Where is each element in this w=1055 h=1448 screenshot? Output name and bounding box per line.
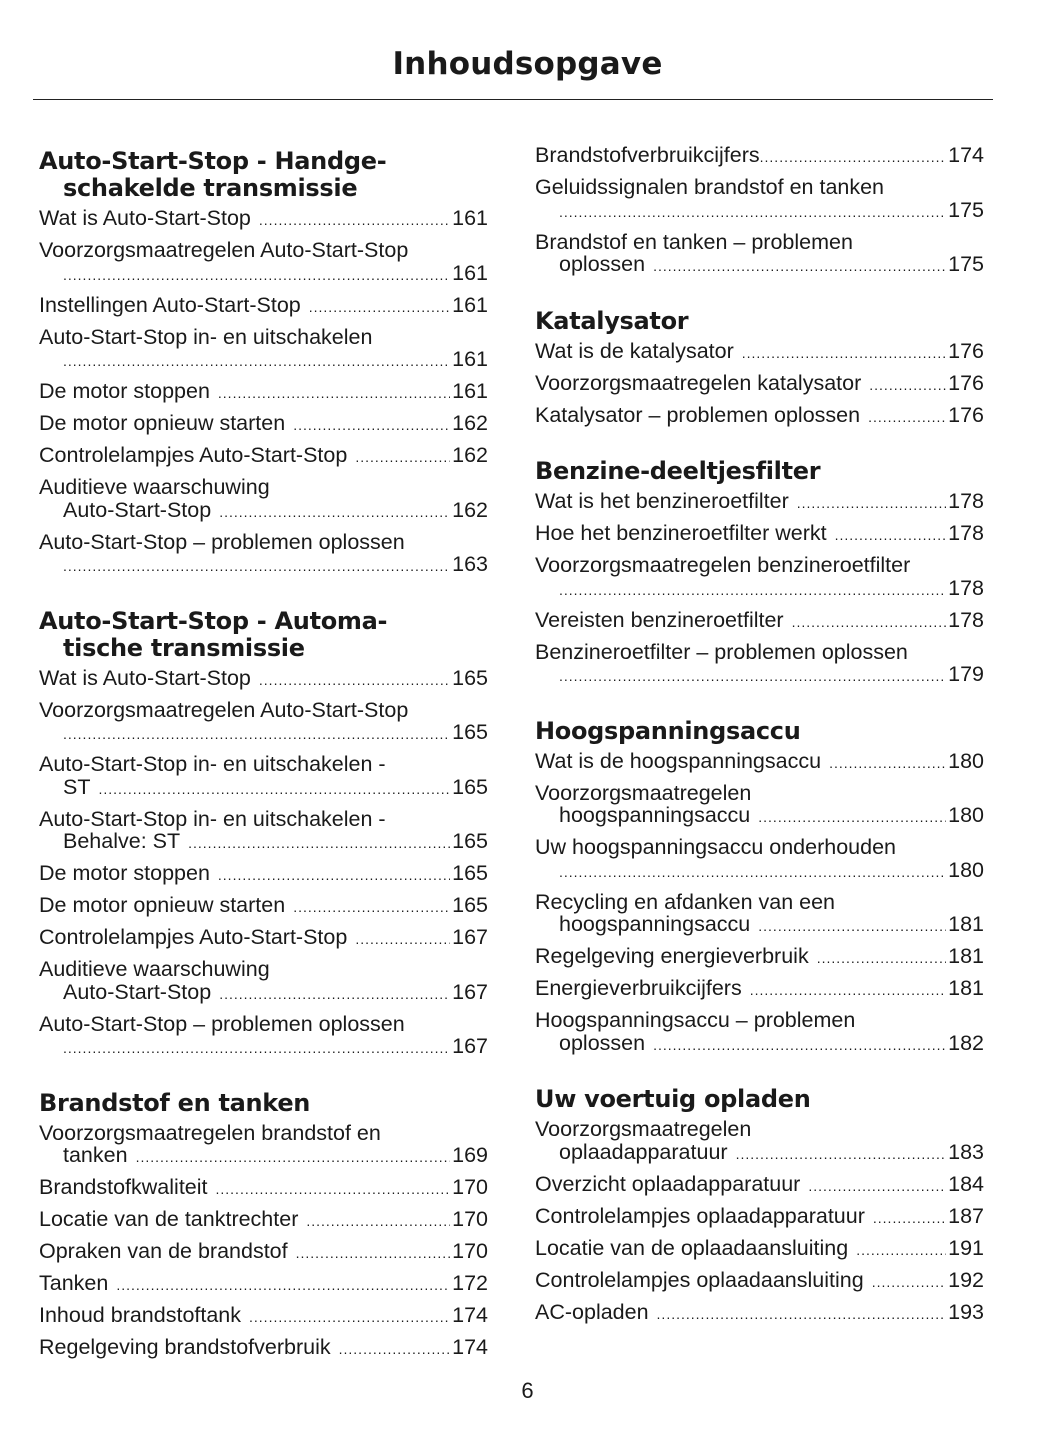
toc-entry[interactable] bbox=[535, 144, 984, 169]
toc-page-number: 178 bbox=[948, 575, 984, 600]
toc-page-number: 183 bbox=[948, 1139, 984, 1164]
toc-entry-title: De motor opnieuw starten bbox=[39, 893, 286, 917]
toc-entry-title-continued: tanken bbox=[63, 1143, 128, 1167]
toc-entry[interactable] bbox=[39, 862, 488, 887]
toc-page-number: 181 bbox=[948, 976, 984, 1000]
toc-entry[interactable] bbox=[535, 945, 984, 970]
toc-entry[interactable] bbox=[535, 1237, 984, 1262]
toc-page-number: 167 bbox=[452, 1034, 488, 1058]
toc-page-number: 187 bbox=[948, 1203, 984, 1228]
toc-entry[interactable] bbox=[39, 1176, 488, 1201]
toc-entry[interactable] bbox=[535, 1173, 984, 1198]
toc-entry[interactable] bbox=[39, 958, 488, 1005]
toc-entry-title-continued: ST bbox=[63, 774, 91, 799]
toc-entry-title: Auto-Start-Stop – problemen oplossen bbox=[39, 1011, 405, 1036]
toc-entry[interactable] bbox=[535, 1269, 984, 1294]
dot-leader bbox=[259, 209, 450, 232]
toc-page-number: 180 bbox=[948, 748, 984, 773]
toc-page-number: 181 bbox=[948, 944, 984, 968]
dot-leader bbox=[835, 524, 947, 547]
toc-page-number: 176 bbox=[948, 402, 984, 427]
dot-leader bbox=[339, 1338, 451, 1361]
toc-entry-title: Brandstof en tanken – problemen bbox=[535, 229, 853, 254]
toc-entry-title: De motor stoppen bbox=[39, 379, 210, 403]
dot-leader bbox=[309, 296, 450, 319]
toc-page-number: 161 bbox=[452, 292, 488, 317]
toc-page-number: 170 bbox=[452, 1175, 488, 1199]
dot-leader bbox=[249, 1306, 450, 1329]
toc-entry-title: Uw hoogspanningsaccu onderhouden bbox=[535, 835, 896, 859]
toc-entry-title: De motor stoppen bbox=[39, 861, 210, 885]
toc-entry[interactable] bbox=[39, 753, 488, 800]
toc-entry-title-continued: oplossen bbox=[559, 1030, 646, 1055]
toc-entry-title: Voorzorgsmaatregelen benzineroetfilter bbox=[535, 553, 911, 577]
toc-entry-title: Voorzorgsmaatregelen katalysator bbox=[535, 370, 862, 395]
dot-leader bbox=[817, 947, 946, 970]
dot-leader bbox=[657, 1303, 947, 1326]
toc-entry-title: Recycling en afdanken van een bbox=[535, 889, 836, 914]
dot-leader bbox=[219, 501, 450, 524]
toc-entry[interactable] bbox=[39, 667, 488, 692]
toc-entry-title: Locatie van de oplaadaansluiting bbox=[535, 1235, 849, 1260]
dot-leader bbox=[808, 1175, 946, 1198]
toc-left-column bbox=[39, 148, 488, 1391]
toc-entry[interactable] bbox=[535, 1205, 984, 1230]
toc-entry[interactable] bbox=[535, 404, 984, 429]
toc-entry-title: Auditieve waarschuwing bbox=[39, 475, 270, 499]
toc-entry[interactable] bbox=[39, 1122, 488, 1169]
dot-leader bbox=[559, 861, 946, 884]
toc-entry[interactable] bbox=[535, 750, 984, 775]
toc-entry-title: Voorzorgsmaatregelen bbox=[535, 1117, 752, 1141]
toc-entry-title: Geluidssignalen brandstof en tanken bbox=[535, 175, 885, 199]
dot-leader bbox=[296, 1242, 451, 1265]
toc-page-number: 175 bbox=[948, 197, 984, 222]
toc-entry-title: Auto-Start-Stop – problemen oplossen bbox=[39, 529, 405, 554]
toc-entry[interactable] bbox=[39, 1208, 488, 1233]
dot-leader bbox=[758, 806, 946, 829]
section-heading bbox=[39, 608, 488, 662]
dot-leader bbox=[63, 350, 450, 373]
dot-leader bbox=[797, 492, 946, 515]
dot-leader bbox=[306, 1210, 450, 1233]
toc-section bbox=[39, 148, 488, 578]
toc-page-number: 162 bbox=[452, 497, 488, 522]
dot-leader bbox=[559, 579, 946, 602]
dot-leader bbox=[869, 374, 946, 397]
dot-leader bbox=[63, 1037, 450, 1060]
section-heading-line: schakelde transmissie bbox=[63, 174, 358, 202]
toc-page-number: 165 bbox=[452, 893, 488, 917]
dot-leader bbox=[872, 1271, 946, 1294]
toc-entry-title: Auto-Start-Stop in- en uitschakelen - bbox=[39, 806, 386, 831]
dot-leader bbox=[216, 1178, 451, 1201]
toc-page-number: 161 bbox=[452, 379, 488, 403]
toc-entry[interactable] bbox=[535, 609, 984, 634]
toc-entry-title: Instellingen Auto-Start-Stop bbox=[39, 292, 301, 317]
toc-entry-title: Voorzorgsmaatregelen bbox=[535, 780, 752, 805]
toc-page-number: 167 bbox=[452, 925, 488, 949]
toc-entry[interactable] bbox=[39, 808, 488, 855]
dot-leader bbox=[742, 342, 946, 365]
section-heading-line: Hoogspanningsaccu bbox=[535, 716, 801, 745]
toc-entry-title: Wat is de katalysator bbox=[535, 338, 734, 363]
section-heading bbox=[39, 1090, 488, 1117]
toc-entry[interactable] bbox=[39, 926, 488, 951]
toc-page-number: 161 bbox=[452, 260, 488, 285]
toc-entry[interactable] bbox=[39, 239, 488, 286]
toc-section bbox=[535, 458, 984, 688]
toc-entry-title: Wat is het benzineroetfilter bbox=[535, 489, 789, 513]
toc-entry[interactable] bbox=[535, 340, 984, 365]
toc-entry-title: Regelgeving energieverbruik bbox=[535, 944, 809, 968]
dot-leader bbox=[136, 1146, 451, 1169]
toc-page-number: 167 bbox=[452, 979, 488, 1004]
toc-entry[interactable] bbox=[39, 207, 488, 232]
toc-entry[interactable] bbox=[39, 1272, 488, 1297]
toc-page-number: 176 bbox=[948, 338, 984, 363]
toc-entry-title-continued: Behalve: ST bbox=[63, 829, 181, 853]
dot-leader bbox=[63, 555, 450, 578]
toc-page-number: 182 bbox=[948, 1030, 984, 1055]
dot-leader bbox=[750, 979, 946, 1002]
toc-entry-title-continued: oplossen bbox=[559, 252, 646, 276]
toc-entry[interactable] bbox=[39, 894, 488, 919]
dot-leader bbox=[218, 382, 450, 405]
section-heading-line: Auto-Start-Stop - Automa- bbox=[39, 606, 388, 635]
toc-section bbox=[39, 608, 488, 1060]
toc-page-number: 176 bbox=[948, 370, 984, 395]
toc-page-number: 184 bbox=[948, 1171, 984, 1196]
dot-leader bbox=[653, 255, 946, 278]
toc-entry-title: Tanken bbox=[39, 1271, 109, 1295]
dot-leader bbox=[63, 264, 450, 287]
toc-entry-title: Controlelampjes Auto-Start-Stop bbox=[39, 443, 348, 467]
toc-entry[interactable] bbox=[39, 412, 488, 437]
section-heading-line: Brandstof en tanken bbox=[39, 1088, 311, 1117]
toc-entry[interactable] bbox=[39, 1240, 488, 1265]
section-heading bbox=[535, 718, 984, 745]
dot-leader bbox=[868, 406, 946, 429]
dot-leader bbox=[98, 778, 450, 801]
toc-page-number: 161 bbox=[452, 206, 488, 230]
dot-leader bbox=[856, 1239, 946, 1262]
page-number: 6 bbox=[521, 1378, 534, 1403]
toc-page-number: 175 bbox=[948, 252, 984, 276]
toc-page-number: 165 bbox=[452, 774, 488, 799]
toc-entry[interactable] bbox=[39, 1336, 488, 1361]
toc-page-number: 162 bbox=[452, 411, 488, 435]
toc-right-column bbox=[535, 143, 984, 1355]
toc-page-number: 191 bbox=[948, 1235, 984, 1260]
toc-page-number: 170 bbox=[452, 1207, 488, 1231]
toc-entry[interactable] bbox=[535, 1301, 984, 1326]
toc-entry-title-continued: hoogspanningsaccu bbox=[559, 912, 751, 936]
dot-leader bbox=[559, 201, 946, 224]
toc-entry[interactable] bbox=[535, 782, 984, 829]
section-heading bbox=[39, 148, 488, 202]
toc-entry-title-continued: Auto-Start-Stop bbox=[63, 497, 212, 522]
toc-entry[interactable] bbox=[535, 1118, 984, 1165]
dot-leader bbox=[219, 983, 450, 1006]
toc-entry[interactable] bbox=[39, 531, 488, 578]
toc-entry-title: Locatie van de tanktrechter bbox=[39, 1207, 299, 1231]
toc-entry-title: Wat is Auto-Start-Stop bbox=[39, 665, 251, 690]
toc-entry[interactable] bbox=[535, 977, 984, 1002]
dot-leader bbox=[355, 928, 450, 951]
toc-entry-title: Overzicht oplaadapparatuur bbox=[535, 1171, 801, 1196]
toc-entry[interactable] bbox=[39, 380, 488, 405]
toc-entry[interactable] bbox=[535, 891, 984, 938]
toc-entry-title: Auditieve waarschuwing bbox=[39, 957, 270, 981]
toc-entry[interactable] bbox=[535, 372, 984, 397]
toc-page-number: 165 bbox=[452, 665, 488, 690]
toc-entry[interactable] bbox=[39, 1304, 488, 1329]
dot-leader bbox=[188, 832, 450, 855]
toc-entry-title: Energieverbruikcijfers bbox=[535, 976, 742, 1000]
toc-entry-title: Wat is Auto-Start-Stop bbox=[39, 206, 251, 230]
toc-page-number: 174 bbox=[452, 1335, 488, 1359]
dot-leader bbox=[218, 864, 450, 887]
section-heading bbox=[535, 458, 984, 485]
dot-leader bbox=[760, 146, 946, 169]
dot-leader bbox=[758, 915, 946, 938]
toc-entry-title: Controlelampjes Auto-Start-Stop bbox=[39, 925, 348, 949]
toc-entry[interactable] bbox=[39, 699, 488, 746]
toc-entry-title: Brandstofverbruikcijfers bbox=[535, 143, 760, 167]
section-heading bbox=[535, 308, 984, 335]
toc-entry[interactable] bbox=[535, 641, 984, 688]
toc-entry-title: Inhoud brandstoftank bbox=[39, 1303, 242, 1327]
toc-entry-title-continued: Auto-Start-Stop bbox=[63, 979, 212, 1004]
toc-entry-title: De motor opnieuw starten bbox=[39, 411, 286, 435]
toc-section bbox=[535, 1086, 984, 1325]
toc-entry[interactable] bbox=[39, 444, 488, 469]
toc-entry-title: Hoogspanningsaccu – problemen bbox=[535, 1008, 856, 1032]
toc-page-number: 162 bbox=[452, 443, 488, 467]
dot-leader bbox=[653, 1034, 946, 1057]
toc-page-number: 165 bbox=[452, 829, 488, 853]
toc-section bbox=[535, 144, 984, 278]
section-heading-line: Uw voertuig opladen bbox=[535, 1085, 811, 1113]
toc-page-number: 180 bbox=[948, 803, 984, 827]
toc-page-number: 165 bbox=[452, 720, 488, 744]
title-divider bbox=[33, 99, 993, 100]
toc-page-number: 161 bbox=[452, 347, 488, 371]
toc-entry[interactable] bbox=[535, 836, 984, 883]
toc-entry-title-continued: oplaadapparatuur bbox=[559, 1139, 728, 1164]
dot-leader bbox=[63, 723, 450, 746]
toc-entry[interactable] bbox=[535, 554, 984, 601]
dot-leader bbox=[355, 446, 450, 469]
toc-entry[interactable] bbox=[39, 294, 488, 319]
section-heading bbox=[535, 1086, 984, 1113]
toc-entry-title: Voorzorgsmaatregelen brandstof en bbox=[39, 1120, 381, 1145]
toc-entry[interactable] bbox=[535, 231, 984, 278]
dot-leader bbox=[792, 611, 947, 634]
dot-leader bbox=[293, 414, 450, 437]
toc-page-number: 178 bbox=[948, 521, 984, 545]
toc-page-number: 163 bbox=[452, 552, 488, 576]
toc-entry[interactable] bbox=[535, 1009, 984, 1056]
toc-entry-title: Controlelampjes oplaadapparatuur bbox=[535, 1203, 865, 1228]
section-heading-line: Auto-Start-Stop - Handge- bbox=[39, 147, 387, 175]
dot-leader bbox=[116, 1274, 450, 1297]
toc-page-number: 180 bbox=[948, 857, 984, 882]
toc-entry-title: Vereisten benzineroetfilter bbox=[535, 607, 784, 632]
toc-entry-title-continued: hoogspanningsaccu bbox=[559, 803, 751, 827]
toc-page-number: 192 bbox=[948, 1267, 984, 1292]
toc-page-number: 178 bbox=[948, 607, 984, 632]
dot-leader bbox=[736, 1143, 947, 1166]
dot-leader bbox=[259, 669, 450, 692]
toc-page-number: 181 bbox=[948, 912, 984, 936]
toc-page-number: 179 bbox=[948, 662, 984, 686]
toc-section bbox=[39, 1090, 488, 1361]
toc-entry-title: Opraken van de brandstof bbox=[39, 1239, 288, 1263]
toc-page-number: 174 bbox=[452, 1303, 488, 1327]
toc-entry-title: Regelgeving brandstofverbruik bbox=[39, 1335, 331, 1359]
toc-entry-title: Wat is de hoogspanningsaccu bbox=[535, 748, 822, 773]
toc-entry-title: Controlelampjes oplaadaansluiting bbox=[535, 1267, 864, 1292]
toc-entry[interactable] bbox=[39, 1013, 488, 1060]
toc-page-number: 193 bbox=[948, 1299, 984, 1324]
toc-page-number: 172 bbox=[452, 1271, 488, 1295]
toc-entry-title: Auto-Start-Stop in- en uitschakelen - bbox=[39, 752, 386, 776]
toc-section bbox=[535, 308, 984, 429]
toc-entry-title: Katalysator – problemen oplossen bbox=[535, 402, 861, 427]
toc-entry-title: Voorzorgsmaatregelen Auto-Start-Stop bbox=[39, 238, 409, 262]
toc-entry-title: Benzineroetfilter – problemen oplossen bbox=[535, 639, 908, 664]
toc-page-number: 169 bbox=[452, 1143, 488, 1167]
dot-leader bbox=[873, 1207, 946, 1230]
dot-leader bbox=[293, 896, 450, 919]
toc-entry-title: Voorzorgsmaatregelen Auto-Start-Stop bbox=[39, 697, 409, 722]
toc-page-number: 178 bbox=[948, 489, 984, 513]
section-heading-line: tische transmissie bbox=[63, 633, 305, 662]
toc-entry-title: Hoe het benzineroetfilter werkt bbox=[535, 521, 827, 545]
dot-leader bbox=[829, 752, 946, 775]
toc-entry-title: Auto-Start-Stop in- en uitschakelen bbox=[39, 324, 373, 349]
toc-page-number: 170 bbox=[452, 1239, 488, 1263]
toc-entry[interactable] bbox=[39, 476, 488, 523]
toc-entry[interactable] bbox=[39, 326, 488, 373]
page-title: Inhoudsopgave bbox=[392, 46, 663, 82]
toc-entry-title: Brandstofkwaliteit bbox=[39, 1175, 208, 1199]
toc-entry[interactable] bbox=[535, 490, 984, 515]
toc-page-number: 165 bbox=[452, 861, 488, 885]
toc-section bbox=[535, 718, 984, 1057]
toc-entry-title: AC-opladen bbox=[535, 1299, 649, 1324]
toc-entry[interactable] bbox=[535, 522, 984, 547]
toc-page-number: 174 bbox=[948, 143, 984, 167]
section-heading-line: Katalysator bbox=[535, 306, 689, 335]
dot-leader bbox=[559, 665, 946, 688]
toc-entry[interactable] bbox=[535, 176, 984, 223]
section-heading-line: Benzine-deeltjesfilter bbox=[535, 457, 821, 485]
